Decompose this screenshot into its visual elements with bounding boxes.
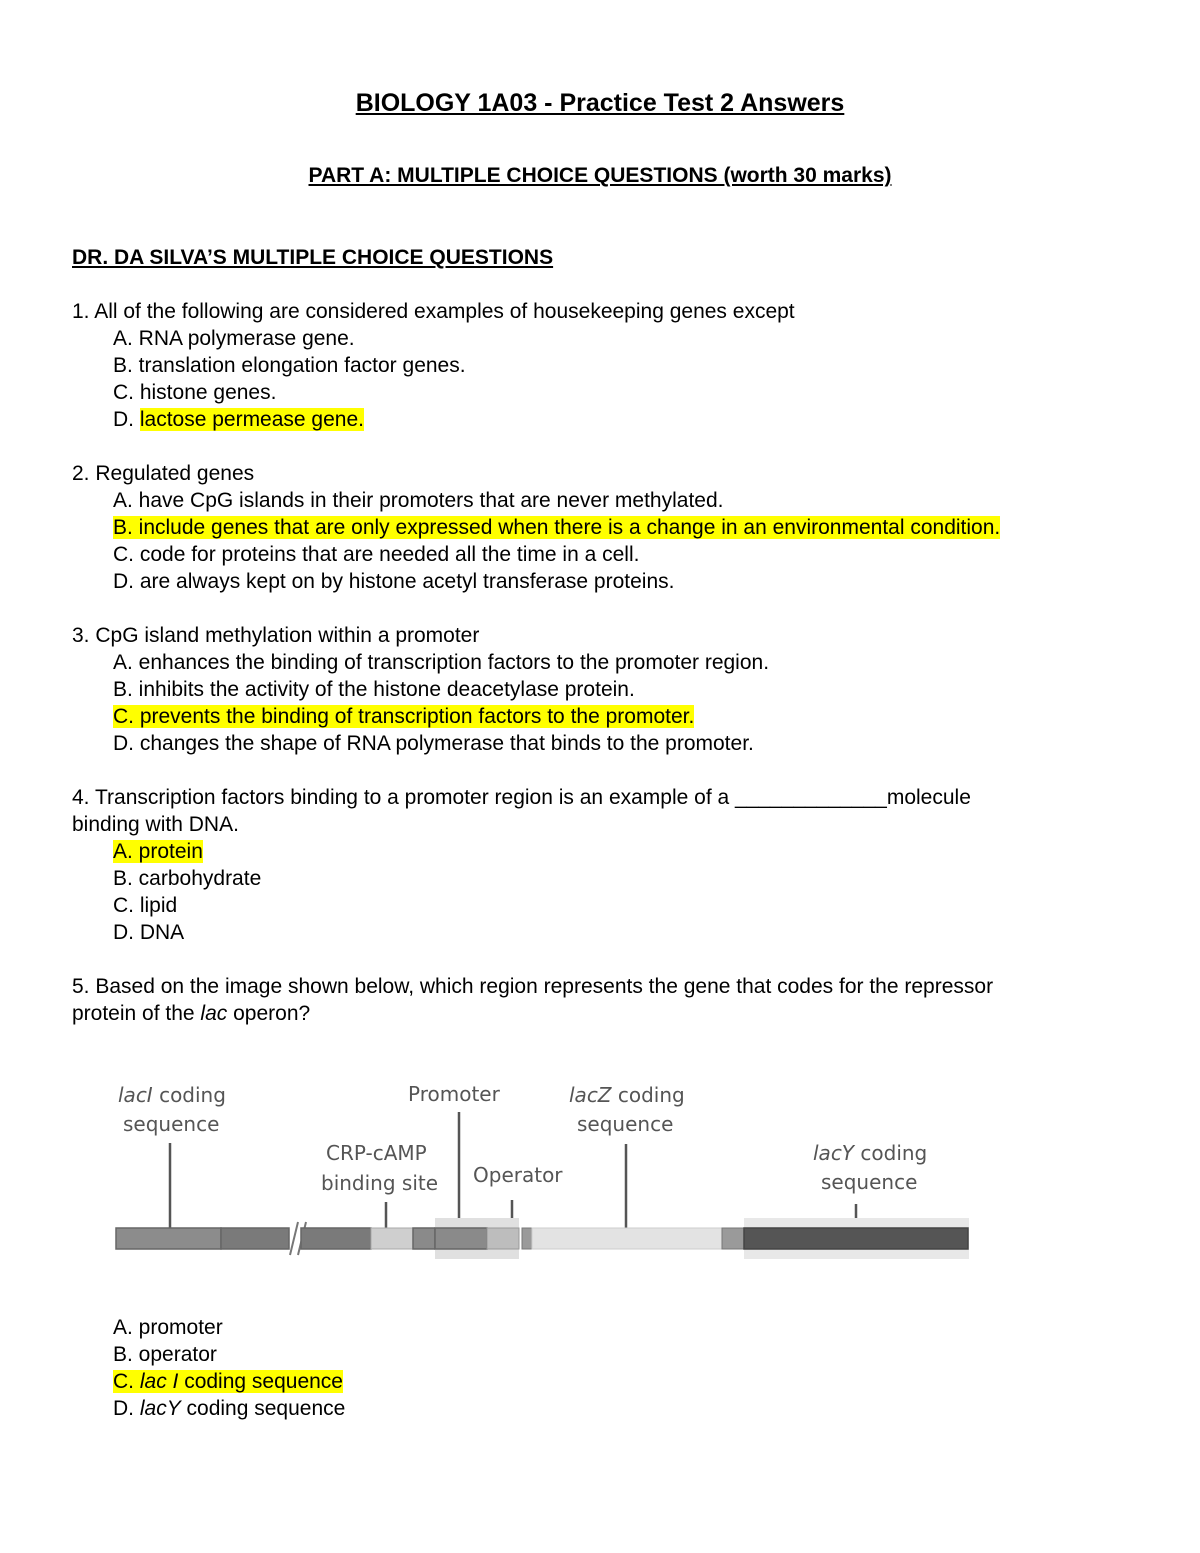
- promoter-segment: [435, 1228, 487, 1249]
- crp-label: CRP-cAMP: [326, 1141, 427, 1165]
- q5-option-a: A. promoter: [113, 1316, 223, 1339]
- q5-option-d: D. lacY coding sequence: [113, 1397, 346, 1420]
- crp-label-line2: binding site: [321, 1171, 439, 1195]
- q5-option-b: B. operator: [113, 1343, 217, 1366]
- q2-option-b: [113, 514, 1000, 541]
- q2-option-a: A. have CpG islands in their promoters that are never methylated.: [113, 489, 724, 512]
- crp-binding-site-segment: [371, 1228, 413, 1249]
- q5-option-c: [113, 1368, 343, 1395]
- q4-option-b: B. carbohydrate: [113, 867, 262, 890]
- q2-answer-highlight: B. include genes that are only expressed when there is a change in an environmental condition.: [113, 516, 1001, 539]
- q4-stem-line2: binding with DNA.: [72, 813, 239, 836]
- laci-segment-end: [221, 1228, 289, 1249]
- q1-option-c: C. histone genes.: [113, 381, 277, 404]
- q5-stem-text-end: operon?: [227, 1002, 311, 1025]
- q3-answer-highlight: C. prevents the binding of transcription factors to the promoter.: [113, 705, 695, 728]
- q1-option-b: B. translation elongation factor genes.: [113, 354, 466, 377]
- lacz-segment: [532, 1228, 722, 1249]
- q3-option-c: [113, 703, 694, 730]
- laci-label: lacI coding: [118, 1083, 226, 1107]
- lacz-label: lacZ coding: [569, 1083, 685, 1107]
- part-a-heading: PART A: MULTIPLE CHOICE QUESTIONS (worth 30 marks): [308, 164, 892, 187]
- q5-stem-text: protein of the: [72, 1002, 201, 1025]
- section-heading: DR. DA SILVA’S MULTIPLE CHOICE QUESTIONS: [72, 246, 554, 269]
- spacer-segment: [301, 1228, 371, 1249]
- laci-label-line2: sequence: [123, 1112, 220, 1136]
- lac-operon-diagram: [108, 1072, 978, 1272]
- promoter-label: Promoter: [408, 1082, 500, 1106]
- q2-option-c: C. code for proteins that are needed all the time in a cell.: [113, 543, 640, 566]
- q3-option-b: B. inhibits the activity of the histone deacetylase protein.: [113, 678, 635, 701]
- q3-option-d: D. changes the shape of RNA polymerase that binds to the promoter.: [113, 732, 754, 755]
- q5-stem-line2: [72, 1000, 310, 1027]
- laci-segment: [116, 1228, 221, 1249]
- q5-stem-italic: lac: [200, 1002, 228, 1025]
- lacy-segment: [744, 1228, 968, 1249]
- dna-strand: [116, 1218, 969, 1259]
- q4-option-d: D. DNA: [113, 921, 185, 944]
- q4-stem-line1: 4. Transcription factors binding to a promoter region is an example of a _____________molecule: [72, 786, 971, 809]
- lacy-label: lacY coding: [813, 1141, 928, 1165]
- lacz-start-segment: [522, 1228, 532, 1249]
- document-title: BIOLOGY 1A03 - Practice Test 2 Answers: [355, 89, 845, 117]
- q5-answer-highlight: C. lac I coding sequence: [113, 1370, 343, 1393]
- spacer-segment-2: [413, 1228, 435, 1249]
- q1-option-a: A. RNA polymerase gene.: [113, 327, 355, 350]
- q2-stem: 2. Regulated genes: [72, 462, 255, 485]
- operator-segment: [487, 1228, 519, 1249]
- q2-option-d: D. are always kept on by histone acetyl transferase proteins.: [113, 570, 675, 593]
- q1-option-d: [113, 406, 364, 433]
- q1-stem: 1. All of the following are considered examples of housekeeping genes except: [72, 300, 795, 323]
- q1-option-d-letter: D.: [113, 408, 140, 431]
- q1-answer-highlight: lactose permease gene.: [139, 408, 364, 431]
- q4-option-a: [113, 838, 203, 865]
- q3-option-a: A. enhances the binding of transcription factors to the promoter region.: [113, 651, 770, 674]
- q4-answer-highlight: A. protein: [113, 840, 203, 863]
- q4-option-c: C. lipid: [113, 894, 178, 917]
- operator-label: Operator: [473, 1163, 563, 1187]
- q3-stem: 3. CpG island methylation within a promoter: [72, 624, 480, 647]
- lacy-label-line2: sequence: [821, 1170, 918, 1194]
- q5-stem-line1: 5. Based on the image shown below, which region represents the gene that codes for the repressor: [72, 975, 994, 998]
- lacy-start-segment: [722, 1228, 744, 1249]
- lacz-label-line2: sequence: [577, 1112, 674, 1136]
